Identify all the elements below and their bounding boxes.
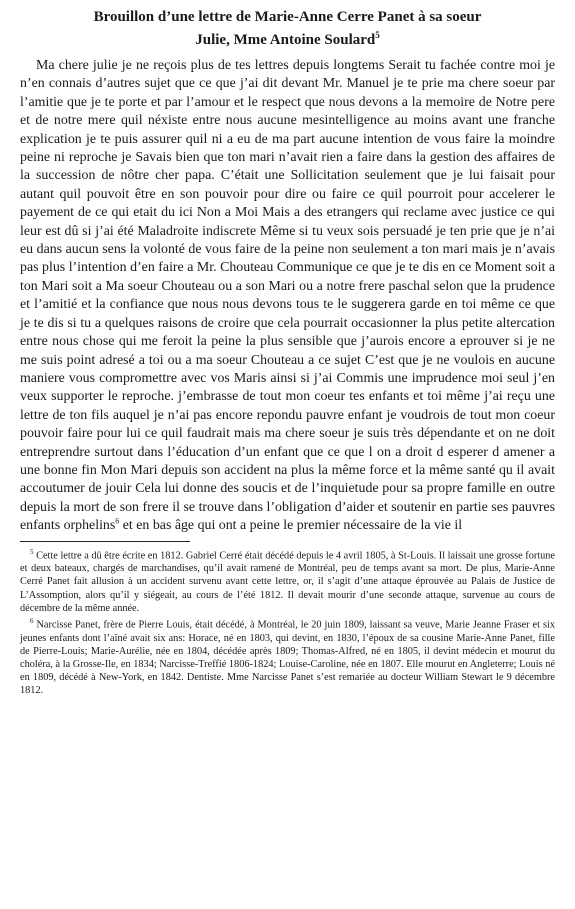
footnote-divider bbox=[20, 541, 190, 542]
title-line-2: Julie, Mme Antoine Soulard bbox=[195, 32, 376, 48]
footnote-number: 6 bbox=[30, 617, 34, 625]
footnote-text: Narcisse Panet, frère de Pierre Louis, était décédé, à Montréal, le 20 juin 1809, laissant sa veuve, Marie Jeanne Fraser et six jeunes enfants dont l’aîné avait six ans: Horace, né en 1803, qui devint, en 1830, l’époux de sa cousine Marie-Anne Panet, fille de Pierre-Louis; Marie-Aurélie, née en 1804, décédée après 1809; Thomas-Alfred, né en 1805, il devint médecin et mourut du choléra, à la Grosse-Ile, en 1834; Narcisse-Treffié 1806-1824; Louise-Caroline, née en 1807. Elle mourut en Angleterre; Louis né en 1809, décédé à New-York, en 1842. Dentiste. Mme Narcisse Panet s’est remariée au docteur William Stewart le 9 décembre 1812. bbox=[20, 619, 555, 697]
title-footnote-ref: 5 bbox=[375, 30, 380, 40]
footnotes bbox=[20, 546, 555, 698]
title-line-1: Brouillon d’une lettre de Marie-Anne Cerre Panet à sa soeur bbox=[93, 9, 482, 25]
letter-text-part-1: Ma chere julie je ne reçois plus de tes lettres depuis longtems Serait tu fachée contre moi je n’en connais d’autres sujet que ce que j’ai dit devant Mr. Manuel je te prie ma chere soeur par l’amitie que je te porte et par l’amour et le respect que nous devons a la memoire de Notre pere et de notre mere quil néxiste entre nous aucune mesintelligence au moins avant une franche explication je te puis assurer quil ni a eu de ma part aucune intention de vous faire la moindre peine ni reproche je Savais bien que ton mari n’avait rien a faire dans la gestion des affaires de la succession de nôtre cher papa. C’était une Sollicitation seulement que je lui faisait pour autant quil pouvoit être en son pouvoir pour dire ou faire ce quil pourroit pour accelerer le payement de ce qui etait du ici Non a Moi Mais a des etrangers qui reclame avec justice ce qui leur est dû si j’ai été Maladroite indiscrete Même si tu veux sois persuadé je ten prie que je n’ai eu dans aucun sens la volonté de vous faire de la peine non seulement a ton mari mais je n’avais pas plus l’intention d’en faire a Mr. Chouteau Communique ce que je te dis en ce Moment soit a ton Mari soit a Ma soeur Chouteau ou a son Mari ou a notre frere paschal selon que la prudence et l’amitié et la confiance que nous nous devons tous te le suggerera garde en toi même ce que je te dis si tu a quelques raisons de croire que cela pourrait occasionner la plus petite altercation entre nous chose qui me feroit la peine la plus sensible que j’aurois encore a eprouver si je ne me suis point adresé a toi ou a ma soeur Chouteau a ce sujet C’est que je ne voulois en aucune maniere vous compromettre avec vos Maris ainsi si j’ai Commis une imprudence moi seul j’en veux supporter le reproche. j’embrasse de tout mon coeur tes enfants et toi même j’ai reçu une lettre de ton fils auquel je n’ai pas encore repondu pauvre enfant je voudrois de tout mon coeur pouvoir faire pour lui ce quil faudrait mais ma chere soeur je suis très dépendante et on ne doit entreprendre surtout dans l’éducation d’un enfant que ce que l on a droit d esperer d amener a une bonne fin Mon Mari depuis son accident na plus la même force et la même santé qu il avait accoutumer de jouir Cela lui donne des soucis et de l’inquietude pour sa propre famille en outre depuis la mort de son frere il se trouve dans l’obligation d’aider et soutenir en partie ses pauvres enfants orphelins bbox=[20, 58, 555, 534]
footnote-6 bbox=[20, 615, 555, 698]
footnote-5 bbox=[20, 546, 555, 615]
document-title bbox=[20, 8, 555, 49]
letter-text-part-2: et en bas âge qui ont a peine le premier nécessaire de la vie il bbox=[119, 518, 463, 534]
letter-paragraph bbox=[20, 57, 555, 536]
footnote-text: Cette lettre a dû être écrite en 1812. Gabriel Cerré était décédé depuis le 4 avril 1805, à St-Louis. Il laissait une grosse fortune et deux bateaux, chargés de marchandises, qu’il avait ramené de Montréal, peu de temps avant sa mort. De plus, Marie-Anne Cerré Panet fait allusion à un accident survenu avant cette lettre, or, il s’agit d’une attaque éprouvée au Palais de Justice de L’Assomption, alors qu’il y siégeait, au cours de l’été 1812. Il devait mourir d’une seconde attaque, survenue au cours de décembre de la même année. bbox=[20, 549, 555, 614]
footnote-number: 5 bbox=[30, 547, 34, 556]
letter-footnote-ref: 6 bbox=[115, 516, 120, 526]
letter-body bbox=[20, 57, 555, 536]
